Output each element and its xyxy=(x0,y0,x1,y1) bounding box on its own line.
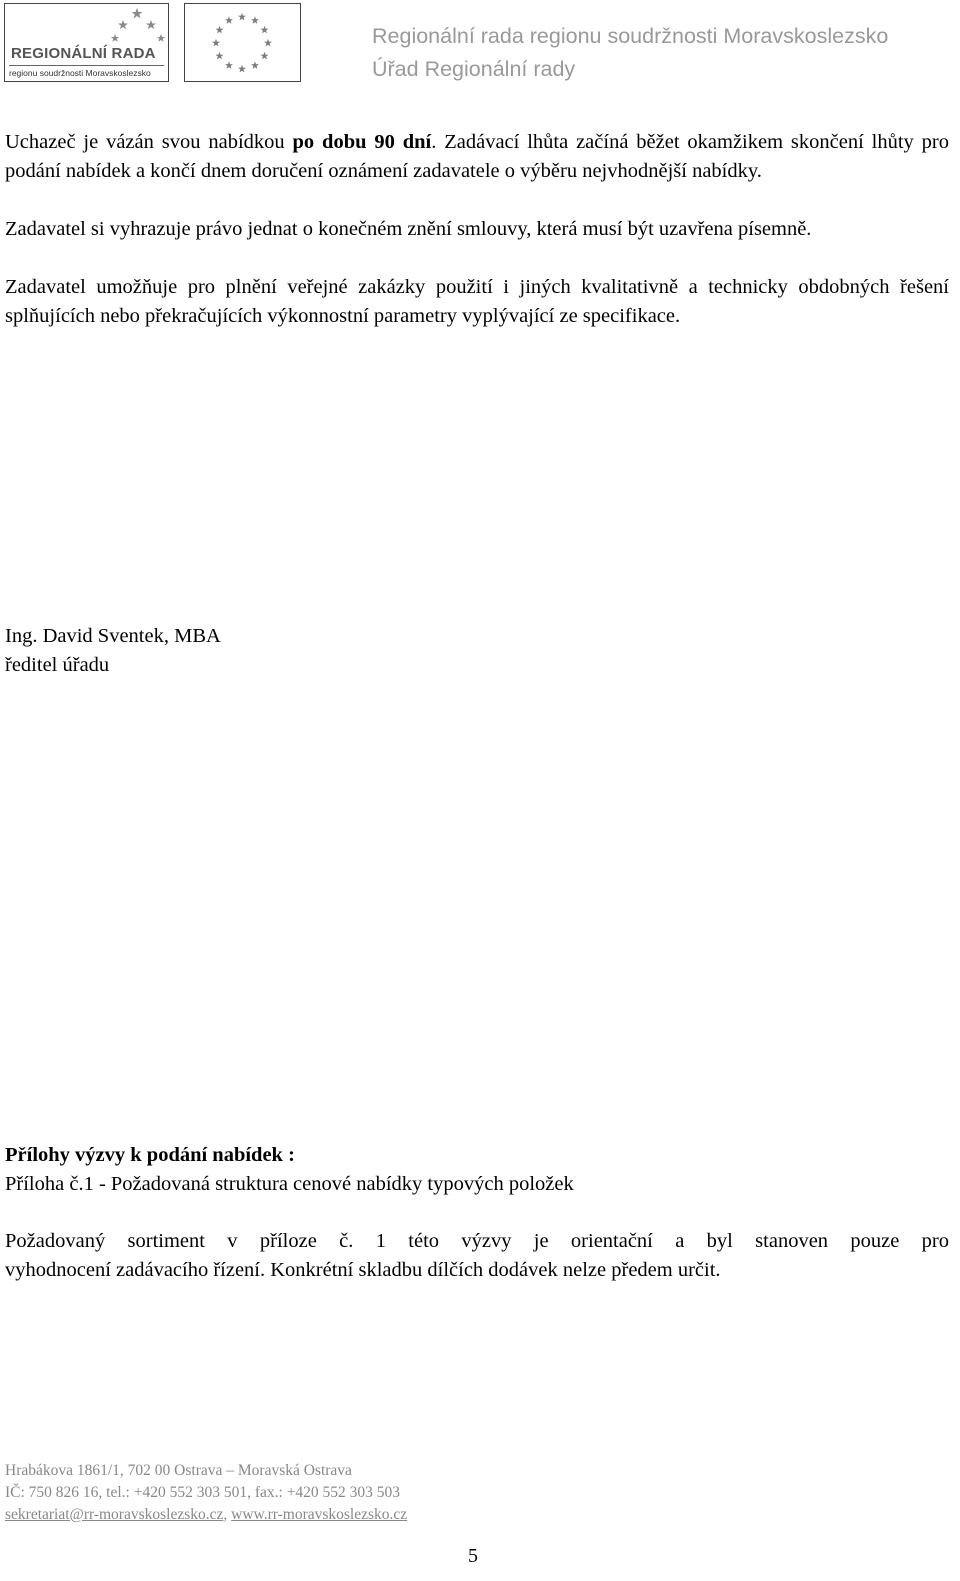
eu-star xyxy=(225,61,233,69)
eu-star xyxy=(215,52,223,60)
header-office: Úřad Regionální rady xyxy=(372,57,576,81)
eu-flag-logo xyxy=(184,3,301,82)
eu-star xyxy=(238,65,246,73)
footer-address: Hrabákova 1861/1, 702 00 Ostrava – Moravská Ostrava xyxy=(5,1462,352,1479)
eu-star xyxy=(225,16,233,24)
attachment-item: Příloha č.1 - Požadovaná struktura cenové nabídky typových položek xyxy=(5,1173,574,1195)
eu-star xyxy=(264,39,272,47)
regional-council-logo xyxy=(4,3,169,82)
contract-negotiation-paragraph: Zadavatel si vyhrazuje právo jednat o konečném znění smlouvy, která musí být uzavřena písemně. xyxy=(5,218,812,240)
attachments-heading: Přílohy výzvy k podání nabídek : xyxy=(5,1144,295,1166)
footer-contact-ids: IČ: 750 826 16, tel.: +420 552 303 501, fax.: +420 552 303 503 xyxy=(5,1484,401,1501)
attachments-section xyxy=(5,1141,949,1199)
offer-validity-paragraph: Uchazeč je vázán svou nabídkou po dobu 90 dní. Zadávací lhůta začíná běžet okamžikem skončení lhůty pro podání nabídek a končí dnem doručení oznámení zadavatele o výběru nejvhodnější nabídky. xyxy=(5,131,949,182)
page-number: 5 xyxy=(468,1545,478,1567)
signatory-role: ředitel úřadu xyxy=(5,654,110,676)
header-organization: Regionální rada regionu soudržnosti Moravskoslezsko xyxy=(372,24,889,48)
eu-star xyxy=(215,26,223,34)
eu-stars-icon xyxy=(105,6,169,44)
eu-star xyxy=(251,16,259,24)
eu-flag-stars-icon xyxy=(185,4,300,81)
website-link[interactable]: www.rr-moravskoslezsko.cz xyxy=(231,1506,408,1523)
page-footer xyxy=(5,1460,407,1526)
eu-star xyxy=(261,52,269,60)
offer-validity-period: po dobu 90 dní xyxy=(292,131,432,153)
page-header xyxy=(0,0,960,90)
eu-star xyxy=(212,39,220,47)
logo-name: REGIONÁLNÍ RADA xyxy=(11,45,156,62)
assortment-note xyxy=(5,1227,949,1285)
email-link[interactable]: sekretariat@rr-moravskoslezsko.cz xyxy=(5,1506,224,1523)
footer-links xyxy=(5,1504,407,1526)
header-text xyxy=(372,20,952,86)
assortment-note-line: vyhodnocení zadávacího řízení. Konkrétní skladbu dílčích dodávek nelze předem určit. xyxy=(5,1259,721,1281)
logo-subtitle: regionu soudržnosti Moravskoslezsko xyxy=(9,68,151,78)
logo-divider xyxy=(9,65,164,66)
footer-link-separator: , xyxy=(223,1506,232,1523)
eu-star xyxy=(261,26,269,34)
signatory-name: Ing. David Sventek, MBA xyxy=(5,625,221,647)
signature-block xyxy=(5,622,949,680)
assortment-note-line: Požadovaný sortiment v příloze č. 1 této výzvy je orientační a byl stanoven pouze pro xyxy=(5,1230,949,1252)
eu-star xyxy=(251,61,259,69)
eu-star xyxy=(238,13,246,21)
alternative-solutions-paragraph: Zadavatel umožňuje pro plnění veřejné zakázky použití i jiných kvalitativně a technicky obdobných řešení splňujících nebo překračujících výkonnostní parametry vyplývající ze specifikace. xyxy=(5,276,949,327)
